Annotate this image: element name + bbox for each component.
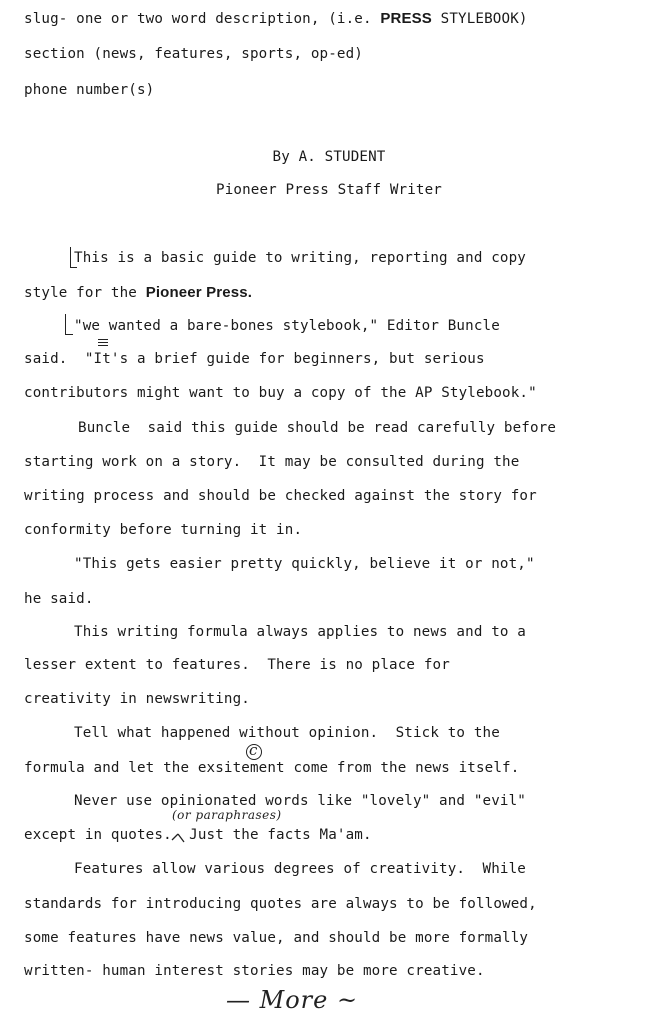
byline-title: Pioneer Press Staff Writer	[216, 182, 442, 198]
body-line: This writing formula always applies to news and to a	[74, 624, 526, 640]
body-line: writing process and should be checked against the story for	[24, 488, 537, 504]
publication-name: Pioneer Press.	[145, 284, 253, 301]
slug-text-end: STYLEBOOK)	[431, 11, 528, 27]
body-line	[24, 284, 252, 302]
body-line: formula and let the exsitement come from the news itself.	[24, 760, 520, 776]
section-line: section (news, features, sports, op-ed)	[24, 46, 363, 62]
body-line: Buncle said this guide should be read carefully before	[78, 420, 557, 436]
slug-bold-word: PRESS	[380, 10, 432, 27]
body-line: except in quotes. Just the facts Ma'am.	[24, 827, 372, 843]
slug-line	[24, 10, 528, 28]
capitalize-mark	[98, 345, 108, 346]
capitalize-mark	[98, 342, 108, 343]
body-text: style for the	[24, 285, 146, 301]
body-line: creativity in newswriting.	[24, 691, 250, 707]
handwritten-insert: (or paraphrases)	[172, 808, 282, 822]
body-line: lesser extent to features. There is no place for	[24, 657, 450, 673]
byline-author: By A. STUDENT	[272, 149, 386, 165]
correction-circle	[246, 744, 262, 760]
body-line: Features allow various degrees of creativity. While	[74, 861, 526, 877]
body-line: Never use opinionated words like "lovely" and "evil"	[74, 793, 526, 809]
capitalize-mark	[98, 339, 108, 340]
body-line: said. "It's a brief guide for beginners, but serious	[24, 351, 485, 367]
body-line: contributors might want to buy a copy of the AP Stylebook."	[24, 385, 537, 401]
paragraph-mark	[65, 314, 73, 335]
slug-text: slug- one or two word description, (i.e.	[24, 11, 381, 27]
handwritten-correction: c	[249, 741, 258, 759]
handwritten-more: — More ~	[226, 986, 359, 1014]
body-line: he said.	[24, 591, 94, 607]
body-line: Tell what happened without opinion. Stick to the	[74, 725, 500, 741]
body-line: starting work on a story. It may be consulted during the	[24, 454, 520, 470]
body-line: "we wanted a bare-bones stylebook," Editor Buncle	[74, 318, 500, 334]
phone-line: phone number(s)	[24, 82, 155, 98]
body-line: standards for introducing quotes are always to be followed,	[24, 896, 537, 912]
body-line: written- human interest stories may be more creative.	[24, 963, 485, 979]
body-line: This is a basic guide to writing, reporting and copy	[74, 250, 526, 266]
body-line: some features have news value, and should be more formally	[24, 930, 529, 946]
body-line: "This gets easier pretty quickly, believe it or not,"	[74, 556, 535, 572]
body-line: conformity before turning it in.	[24, 522, 303, 538]
